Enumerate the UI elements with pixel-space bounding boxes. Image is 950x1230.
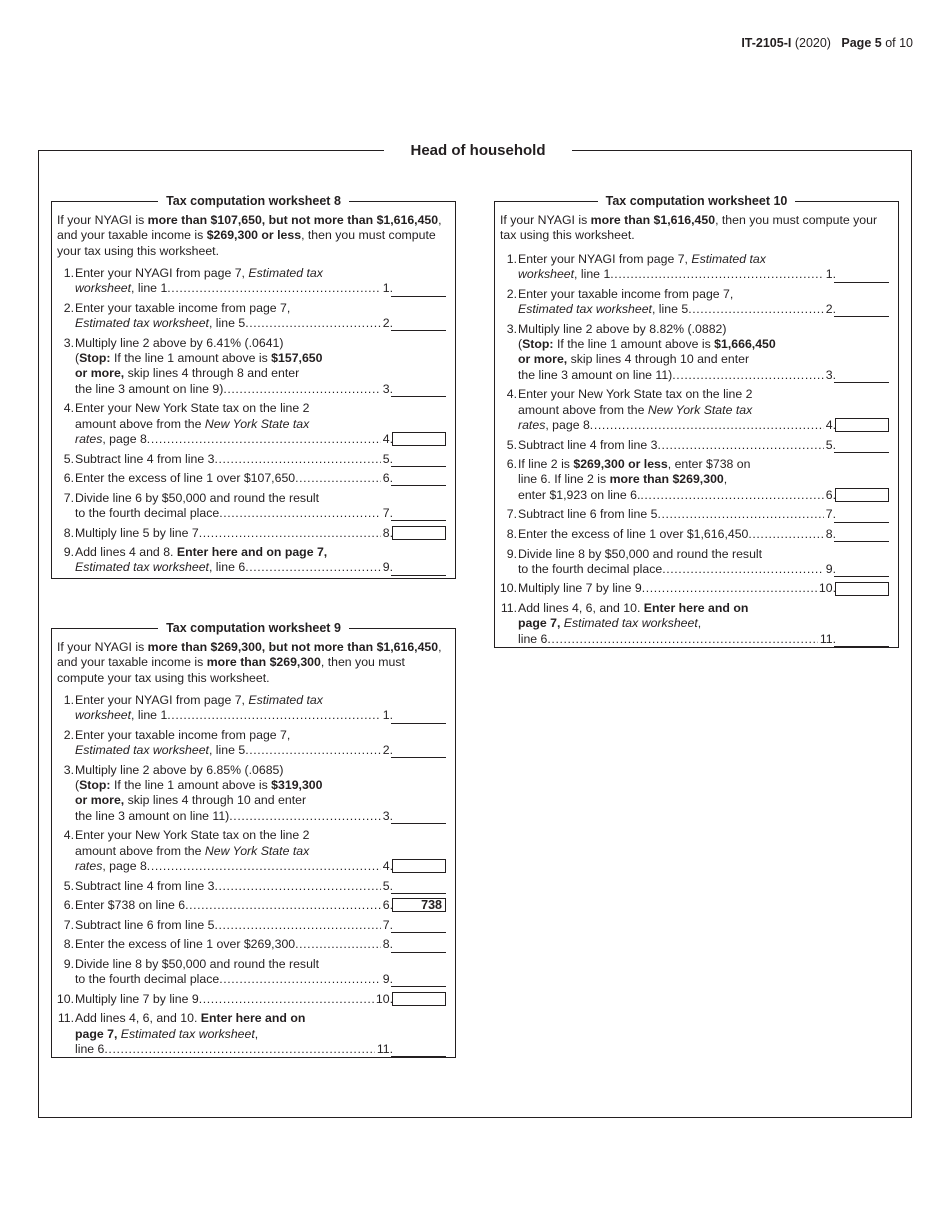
line-reference: 2.	[382, 743, 393, 758]
worksheet-10	[494, 194, 899, 648]
worksheet-line-11	[495, 601, 898, 647]
amount-field-line-7[interactable]	[834, 509, 889, 523]
line-text: Enter the excess of line 1 over $1,616,450 ..... 8.	[518, 527, 836, 542]
line-number: 3.	[63, 335, 74, 350]
line-reference: 1.	[382, 281, 393, 296]
line-number: 1.	[506, 252, 517, 266]
line-reference: 6.	[382, 471, 393, 486]
line-text: Subtract line 4 from line 3 ..... 5.	[518, 438, 836, 453]
line-reference: 7.	[382, 505, 393, 520]
amount-field-line-3[interactable]	[391, 383, 446, 397]
worksheet-line-7	[52, 918, 455, 933]
worksheet-line-8	[495, 527, 898, 542]
worksheet-line-10	[495, 581, 898, 596]
line-number: 4.	[63, 828, 74, 843]
worksheet-line-5	[52, 879, 455, 894]
amount-field-line-2[interactable]	[391, 317, 446, 331]
amount-field-line-7[interactable]	[391, 919, 446, 933]
line-reference: 9.	[382, 560, 393, 575]
worksheet-line-1	[52, 693, 455, 724]
line-reference: 5.	[382, 878, 393, 893]
line-reference: 10.	[375, 991, 393, 1006]
line-text: Enter your New York State tax on the line 2 amount above from the New York State tax rates, page 8 ..... 4.	[75, 401, 393, 447]
line-text: Multiply line 2 above by 8.82% (.0882) (Stop: If the line 1 amount above is $1,666,450 or more, skip lines 4 through 10 and enter the line 3 amount on line 11) ..... 3.	[518, 322, 836, 383]
line-number: 6.	[63, 898, 74, 913]
line-reference: 3.	[382, 808, 393, 823]
worksheet-line-6	[495, 457, 898, 503]
worksheet-line-3	[52, 336, 455, 397]
line-number: 7.	[63, 490, 74, 505]
line-number: 8.	[506, 526, 517, 541]
worksheet-line-2	[495, 287, 898, 318]
worksheet-9	[51, 621, 456, 1058]
worksheet-title: Tax computation worksheet 9	[158, 621, 349, 635]
line-number: 5.	[506, 437, 517, 452]
line-reference: 8.	[382, 525, 393, 540]
amount-field-line-9[interactable]	[391, 562, 446, 576]
line-reference: 4.	[382, 858, 393, 873]
line-number: 8.	[63, 525, 74, 540]
worksheet-line-6	[52, 898, 455, 913]
worksheet-line-9	[52, 545, 455, 576]
line-reference: 6.	[825, 487, 836, 502]
worksheet-line-1	[495, 252, 898, 283]
worksheet-intro: If your NYAGI is more than $107,650, but not more than $1,616,450, and your taxable income is $269,300 or less, then you must compute your tax using this worksheet.	[57, 213, 442, 258]
amount-field-line-5[interactable]	[391, 453, 446, 467]
amount-box-line-4[interactable]	[392, 432, 446, 446]
amount-box-line-4[interactable]	[835, 418, 889, 432]
line-text: Divide line 8 by $50,000 and round the result to the fourth decimal place ..... 9.	[518, 547, 836, 578]
line-text: Enter your NYAGI from page 7, Estimated tax worksheet, line 1 ..... 1.	[518, 252, 836, 283]
worksheet-line-9	[52, 957, 455, 988]
line-number: 2.	[506, 286, 517, 301]
line-number: 10.	[499, 581, 517, 596]
line-reference: 7.	[825, 507, 836, 522]
amount-field-line-1[interactable]	[391, 710, 446, 724]
line-text: Multiply line 2 above by 6.41% (.0641) (Stop: If the line 1 amount above is $157,650 or more, skip lines 4 through 8 and enter the line 3 amount on line 9) ..... 3.	[75, 336, 393, 397]
amount-field-line-1[interactable]	[834, 269, 889, 283]
worksheet-line-2	[52, 301, 455, 332]
worksheet-line-9	[495, 547, 898, 578]
line-reference: 6.	[382, 898, 393, 913]
worksheet-line-2	[52, 728, 455, 759]
amount-field-line-7[interactable]	[391, 507, 446, 521]
section-title: Head of household	[384, 141, 572, 161]
line-number: 1.	[63, 693, 74, 707]
line-reference: 9.	[825, 561, 836, 576]
line-text: Enter your taxable income from page 7, Estimated tax worksheet, line 5 ..... 2.	[518, 287, 836, 318]
worksheet-line-7	[495, 507, 898, 522]
line-number: 6.	[506, 457, 517, 472]
line-text: Multiply line 5 by line 7 ..... 8.	[75, 526, 393, 541]
amount-field-line-9[interactable]	[391, 973, 446, 987]
amount-field-line-8[interactable]	[391, 939, 446, 953]
line-number: 4.	[63, 401, 74, 416]
line-text: Multiply line 7 by line 9 ..... 10.	[75, 992, 393, 1007]
amount-field-line-3[interactable]	[834, 369, 889, 383]
line-reference: 1.	[825, 267, 836, 282]
line-number: 3.	[506, 321, 517, 336]
worksheet-title: Tax computation worksheet 10	[598, 194, 796, 208]
line-text: Add lines 4 and 8. Enter here and on page 7, Estimated tax worksheet, line 6 ..... 9.	[75, 545, 393, 576]
amount-box-line-6[interactable]	[835, 488, 889, 502]
amount-field-line-5[interactable]	[391, 880, 446, 894]
worksheet-line-8	[52, 937, 455, 952]
line-text: Enter your New York State tax on the line 2 amount above from the New York State tax rates, page 8 ..... 4.	[75, 828, 393, 874]
worksheet-title: Tax computation worksheet 8	[158, 194, 349, 208]
line-text: Enter your NYAGI from page 7, Estimated tax worksheet, line 1 ..... 1.	[75, 693, 393, 724]
amount-field-line-2[interactable]	[834, 303, 889, 317]
line-number: 5.	[63, 451, 74, 466]
line-number: 3.	[63, 762, 74, 777]
line-number: 4.	[506, 387, 517, 402]
line-reference: 1.	[382, 708, 393, 723]
line-reference: 4.	[825, 417, 836, 432]
line-reference: 7.	[382, 917, 393, 932]
line-number: 2.	[63, 727, 74, 742]
line-text: Enter the excess of line 1 over $269,300 ..... 8.	[75, 937, 393, 952]
amount-box-line-8[interactable]	[392, 526, 446, 540]
page-of-label: of 10	[885, 36, 913, 50]
worksheet-intro: If your NYAGI is more than $269,300, but not more than $1,616,450, and your taxable income is more than $269,300, then you must compute your tax using this worksheet.	[57, 640, 442, 685]
worksheet-line-3	[52, 763, 455, 824]
line-text: Divide line 6 by $50,000 and round the result to the fourth decimal place ..... 7.	[75, 491, 393, 522]
line-text: Divide line 8 by $50,000 and round the result to the fourth decimal place ..... 9.	[75, 957, 393, 988]
worksheet-8	[51, 194, 456, 579]
form-year: (2020)	[794, 36, 831, 50]
worksheet-line-4	[495, 387, 898, 433]
line-number: 9.	[63, 545, 74, 560]
line-number: 9.	[506, 546, 517, 561]
amount-field-line-5[interactable]	[834, 439, 889, 453]
line-reference: 2.	[382, 316, 393, 331]
line-reference: 2.	[825, 302, 836, 317]
amount-field-line-6[interactable]	[391, 472, 446, 486]
line-text: Enter your New York State tax on the line 2 amount above from the New York State tax rates, page 8 ..... 4.	[518, 387, 836, 433]
line-reference: 10.	[818, 581, 836, 596]
worksheet-intro: If your NYAGI is more than $1,616,450, then you must compute your tax using this worksheet.	[500, 213, 878, 243]
worksheet-line-7	[52, 491, 455, 522]
amount-field-line-9[interactable]	[834, 563, 889, 577]
line-number: 2.	[63, 300, 74, 315]
line-number: 8.	[63, 937, 74, 952]
worksheet-line-11	[52, 1011, 455, 1057]
line-reference: 3.	[382, 381, 393, 396]
line-reference: 8.	[825, 526, 836, 541]
amount-field-line-11[interactable]	[834, 633, 889, 647]
page-label: Page 5	[841, 36, 882, 50]
line-number: 9.	[63, 956, 74, 971]
line-reference: 11.	[819, 631, 836, 646]
line-text: Subtract line 4 from line 3 ..... 5.	[75, 452, 393, 467]
line-reference: 5.	[825, 437, 836, 452]
line-reference: 9.	[382, 972, 393, 987]
worksheet-line-5	[52, 452, 455, 467]
worksheet-line-3	[495, 322, 898, 383]
amount-field-line-3[interactable]	[391, 810, 446, 824]
worksheet-line-10	[52, 992, 455, 1007]
line-number: 7.	[506, 507, 517, 522]
line-number: 7.	[63, 917, 74, 932]
line-number: 5.	[63, 878, 74, 893]
line-number: 11.	[57, 1011, 74, 1026]
worksheet-line-1	[52, 266, 455, 297]
amount-box-line-6[interactable]: 738	[392, 898, 446, 912]
line-text: Enter the excess of line 1 over $107,650 ..... 6.	[75, 471, 393, 486]
form-number: IT-2105-I	[741, 36, 792, 50]
line-text: Enter your taxable income from page 7, Estimated tax worksheet, line 5 ..... 2.	[75, 728, 393, 759]
amount-field-line-11[interactable]	[391, 1043, 446, 1057]
line-text: Add lines 4, 6, and 10. Enter here and on page 7, Estimated tax worksheet, line 6 ..... 11.	[518, 601, 836, 647]
line-reference: 5.	[382, 451, 393, 466]
line-text: Multiply line 7 by line 9 ..... 10.	[518, 581, 836, 596]
line-reference: 8.	[382, 937, 393, 952]
worksheet-line-8	[52, 526, 455, 541]
line-text: Subtract line 4 from line 3 ..... 5.	[75, 879, 393, 894]
line-number: 11.	[500, 601, 517, 615]
worksheet-line-4	[52, 828, 455, 874]
worksheet-line-5	[495, 438, 898, 453]
amount-box-line-10[interactable]	[835, 582, 889, 596]
amount-field-line-2[interactable]	[391, 744, 446, 758]
amount-box-line-4[interactable]	[392, 859, 446, 873]
line-text: Enter your taxable income from page 7, Estimated tax worksheet, line 5 ..... 2.	[75, 301, 393, 332]
amount-field-line-8[interactable]	[834, 528, 889, 542]
line-text: If line 2 is $269,300 or less, enter $738 on line 6. If line 2 is more than $269,300, enter $1,923 on line 6. ..... 6.	[518, 457, 836, 503]
line-text: Subtract line 6 from line 5 ..... 7.	[518, 507, 836, 522]
line-text: Subtract line 6 from line 5 ..... 7.	[75, 918, 393, 933]
line-text: Multiply line 2 above by 6.85% (.0685) (Stop: If the line 1 amount above is $319,300 or more, skip lines 4 through 10 and enter the line 3 amount on line 11) ..... 3.	[75, 763, 393, 824]
worksheet-line-6	[52, 471, 455, 486]
line-number: 1.	[63, 266, 74, 280]
line-reference: 11.	[376, 1041, 393, 1056]
line-text: Enter $738 on line 6 ..... 6.	[75, 898, 393, 913]
line-reference: 4.	[382, 431, 393, 446]
line-text: Add lines 4, 6, and 10. Enter here and on page 7, Estimated tax worksheet, line 6 ..... 11.	[75, 1011, 393, 1057]
worksheet-line-4	[52, 401, 455, 447]
amount-field-line-1[interactable]	[391, 283, 446, 297]
line-text: Enter your NYAGI from page 7, Estimated tax worksheet, line 1 ..... 1.	[75, 266, 393, 297]
line-reference: 3.	[825, 367, 836, 382]
line-number: 10.	[56, 991, 74, 1006]
page-header	[741, 36, 913, 50]
amount-box-line-10[interactable]	[392, 992, 446, 1006]
line-number: 6.	[63, 471, 74, 486]
